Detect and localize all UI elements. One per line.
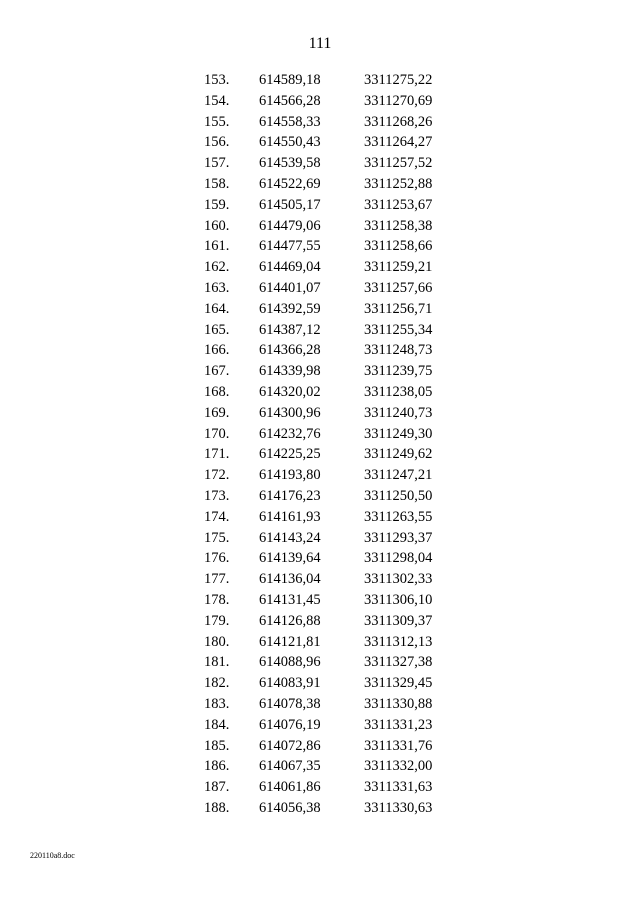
table-row xyxy=(0,320,640,341)
x-coordinate: 614136,04 xyxy=(259,571,321,588)
x-coordinate: 614076,19 xyxy=(259,716,321,733)
x-coordinate: 614072,86 xyxy=(259,737,321,754)
point-number: 155. xyxy=(204,113,230,130)
table-row xyxy=(0,112,640,133)
point-number: 180. xyxy=(204,633,230,650)
x-coordinate: 614056,38 xyxy=(259,799,321,816)
table-row xyxy=(0,91,640,112)
x-coordinate: 614589,18 xyxy=(259,72,321,88)
table-row xyxy=(0,70,640,91)
x-coordinate: 614078,38 xyxy=(259,695,321,712)
point-number: 169. xyxy=(204,404,230,421)
table-row xyxy=(0,195,640,216)
y-coordinate: 3311249,30 xyxy=(364,425,433,442)
table-row xyxy=(0,465,640,486)
table-row xyxy=(0,236,640,257)
document-footer-filename: 220110a8.doc xyxy=(30,851,75,860)
point-number: 188. xyxy=(204,799,230,816)
y-coordinate: 3311259,21 xyxy=(364,259,433,276)
x-coordinate: 614131,45 xyxy=(259,591,321,608)
x-coordinate: 614143,24 xyxy=(259,529,321,546)
x-coordinate: 614477,55 xyxy=(259,238,321,255)
table-row xyxy=(0,361,640,382)
table-row xyxy=(0,278,640,299)
x-coordinate: 614320,02 xyxy=(259,383,321,400)
y-coordinate: 3311309,37 xyxy=(364,612,433,629)
y-coordinate: 3311257,52 xyxy=(364,155,433,172)
point-number: 158. xyxy=(204,175,230,192)
point-number: 154. xyxy=(204,92,230,109)
y-coordinate: 3311331,76 xyxy=(364,737,433,754)
point-number: 171. xyxy=(204,446,230,463)
x-coordinate: 614176,23 xyxy=(259,487,321,504)
table-row xyxy=(0,132,640,153)
table-row xyxy=(0,340,640,361)
y-coordinate: 3311275,22 xyxy=(364,72,433,88)
point-number: 168. xyxy=(204,383,230,400)
point-number: 176. xyxy=(204,550,230,567)
point-number: 167. xyxy=(204,363,230,380)
y-coordinate: 3311293,37 xyxy=(364,529,433,546)
point-number: 156. xyxy=(204,134,230,151)
point-number: 164. xyxy=(204,300,230,317)
y-coordinate: 3311302,33 xyxy=(364,571,433,588)
table-row xyxy=(0,756,640,777)
table-row xyxy=(0,777,640,798)
y-coordinate: 3311238,05 xyxy=(364,383,433,400)
x-coordinate: 614126,88 xyxy=(259,612,321,629)
point-number: 184. xyxy=(204,716,230,733)
table-row xyxy=(0,257,640,278)
point-number: 165. xyxy=(204,321,230,338)
point-number: 172. xyxy=(204,467,230,484)
table-row xyxy=(0,444,640,465)
y-coordinate: 3311258,66 xyxy=(364,238,433,255)
x-coordinate: 614558,33 xyxy=(259,113,321,130)
table-row xyxy=(0,632,640,653)
y-coordinate: 3311264,27 xyxy=(364,134,433,151)
point-number: 186. xyxy=(204,758,230,775)
table-row xyxy=(0,174,640,195)
table-row xyxy=(0,486,640,507)
table-row xyxy=(0,694,640,715)
y-coordinate: 3311257,66 xyxy=(364,279,433,296)
point-number: 173. xyxy=(204,487,230,504)
table-row xyxy=(0,403,640,424)
table-row xyxy=(0,611,640,632)
table-row xyxy=(0,590,640,611)
table-row xyxy=(0,382,640,403)
x-coordinate: 614139,64 xyxy=(259,550,321,567)
y-coordinate: 3311256,71 xyxy=(364,300,433,317)
table-row xyxy=(0,548,640,569)
x-coordinate: 614539,58 xyxy=(259,155,321,172)
x-coordinate: 614067,35 xyxy=(259,758,321,775)
y-coordinate: 3311329,45 xyxy=(364,675,433,692)
x-coordinate: 614401,07 xyxy=(259,279,321,296)
y-coordinate: 3311249,62 xyxy=(364,446,433,463)
x-coordinate: 614469,04 xyxy=(259,259,321,276)
y-coordinate: 3311327,38 xyxy=(364,654,433,671)
point-number: 177. xyxy=(204,571,230,588)
point-number: 166. xyxy=(204,342,230,359)
y-coordinate: 3311253,67 xyxy=(364,196,433,213)
x-coordinate: 614161,93 xyxy=(259,508,321,525)
x-coordinate: 614232,76 xyxy=(259,425,321,442)
y-coordinate: 3311247,21 xyxy=(364,467,433,484)
table-row xyxy=(0,507,640,528)
x-coordinate: 614083,91 xyxy=(259,675,321,692)
x-coordinate: 614061,86 xyxy=(259,779,321,796)
y-coordinate: 3311330,63 xyxy=(364,799,433,816)
point-number: 182. xyxy=(204,675,230,692)
x-coordinate: 614121,81 xyxy=(259,633,321,650)
table-row xyxy=(0,528,640,549)
y-coordinate: 3311263,55 xyxy=(364,508,433,525)
point-number: 161. xyxy=(204,238,230,255)
table-row xyxy=(0,569,640,590)
point-number: 185. xyxy=(204,737,230,754)
x-coordinate: 614392,59 xyxy=(259,300,321,317)
point-number: 162. xyxy=(204,259,230,276)
y-coordinate: 3311332,00 xyxy=(364,758,433,775)
table-row xyxy=(0,216,640,237)
point-number: 187. xyxy=(204,779,230,796)
y-coordinate: 3311331,23 xyxy=(364,716,433,733)
y-coordinate: 3311312,13 xyxy=(364,633,433,650)
point-number: 178. xyxy=(204,591,230,608)
y-coordinate: 3311270,69 xyxy=(364,92,433,109)
page-number: 111 xyxy=(308,35,332,52)
point-number: 175. xyxy=(204,529,230,546)
table-row xyxy=(0,798,640,819)
table-row xyxy=(0,736,640,757)
x-coordinate: 614088,96 xyxy=(259,654,321,671)
x-coordinate: 614339,98 xyxy=(259,363,321,380)
point-number: 183. xyxy=(204,695,230,712)
point-number: 157. xyxy=(204,155,230,172)
coordinates-table xyxy=(0,70,640,819)
y-coordinate: 3311268,26 xyxy=(364,113,433,130)
table-row xyxy=(0,424,640,445)
table-row xyxy=(0,673,640,694)
y-coordinate: 3311252,88 xyxy=(364,175,433,192)
x-coordinate: 614300,96 xyxy=(259,404,321,421)
y-coordinate: 3311248,73 xyxy=(364,342,433,359)
y-coordinate: 3311240,73 xyxy=(364,404,433,421)
point-number: 160. xyxy=(204,217,230,234)
x-coordinate: 614566,28 xyxy=(259,92,321,109)
y-coordinate: 3311306,10 xyxy=(364,591,433,608)
x-coordinate: 614479,06 xyxy=(259,217,321,234)
table-row xyxy=(0,299,640,320)
point-number: 174. xyxy=(204,508,230,525)
x-coordinate: 614505,17 xyxy=(259,196,321,213)
x-coordinate: 614522,69 xyxy=(259,175,321,192)
x-coordinate: 614550,43 xyxy=(259,134,321,151)
y-coordinate: 3311298,04 xyxy=(364,550,433,567)
table-row xyxy=(0,153,640,174)
y-coordinate: 3311239,75 xyxy=(364,363,433,380)
y-coordinate: 3311255,34 xyxy=(364,321,433,338)
table-row xyxy=(0,715,640,736)
y-coordinate: 3311330,88 xyxy=(364,695,433,712)
x-coordinate: 614193,80 xyxy=(259,467,321,484)
point-number: 170. xyxy=(204,425,230,442)
y-coordinate: 3311258,38 xyxy=(364,217,433,234)
point-number: 181. xyxy=(204,654,230,671)
x-coordinate: 614366,28 xyxy=(259,342,321,359)
table-row xyxy=(0,652,640,673)
y-coordinate: 3311331,63 xyxy=(364,779,433,796)
x-coordinate: 614225,25 xyxy=(259,446,321,463)
point-number: 179. xyxy=(204,612,230,629)
point-number: 159. xyxy=(204,196,230,213)
point-number: 163. xyxy=(204,279,230,296)
y-coordinate: 3311250,50 xyxy=(364,487,433,504)
x-coordinate: 614387,12 xyxy=(259,321,321,338)
point-number: 153. xyxy=(204,72,230,88)
